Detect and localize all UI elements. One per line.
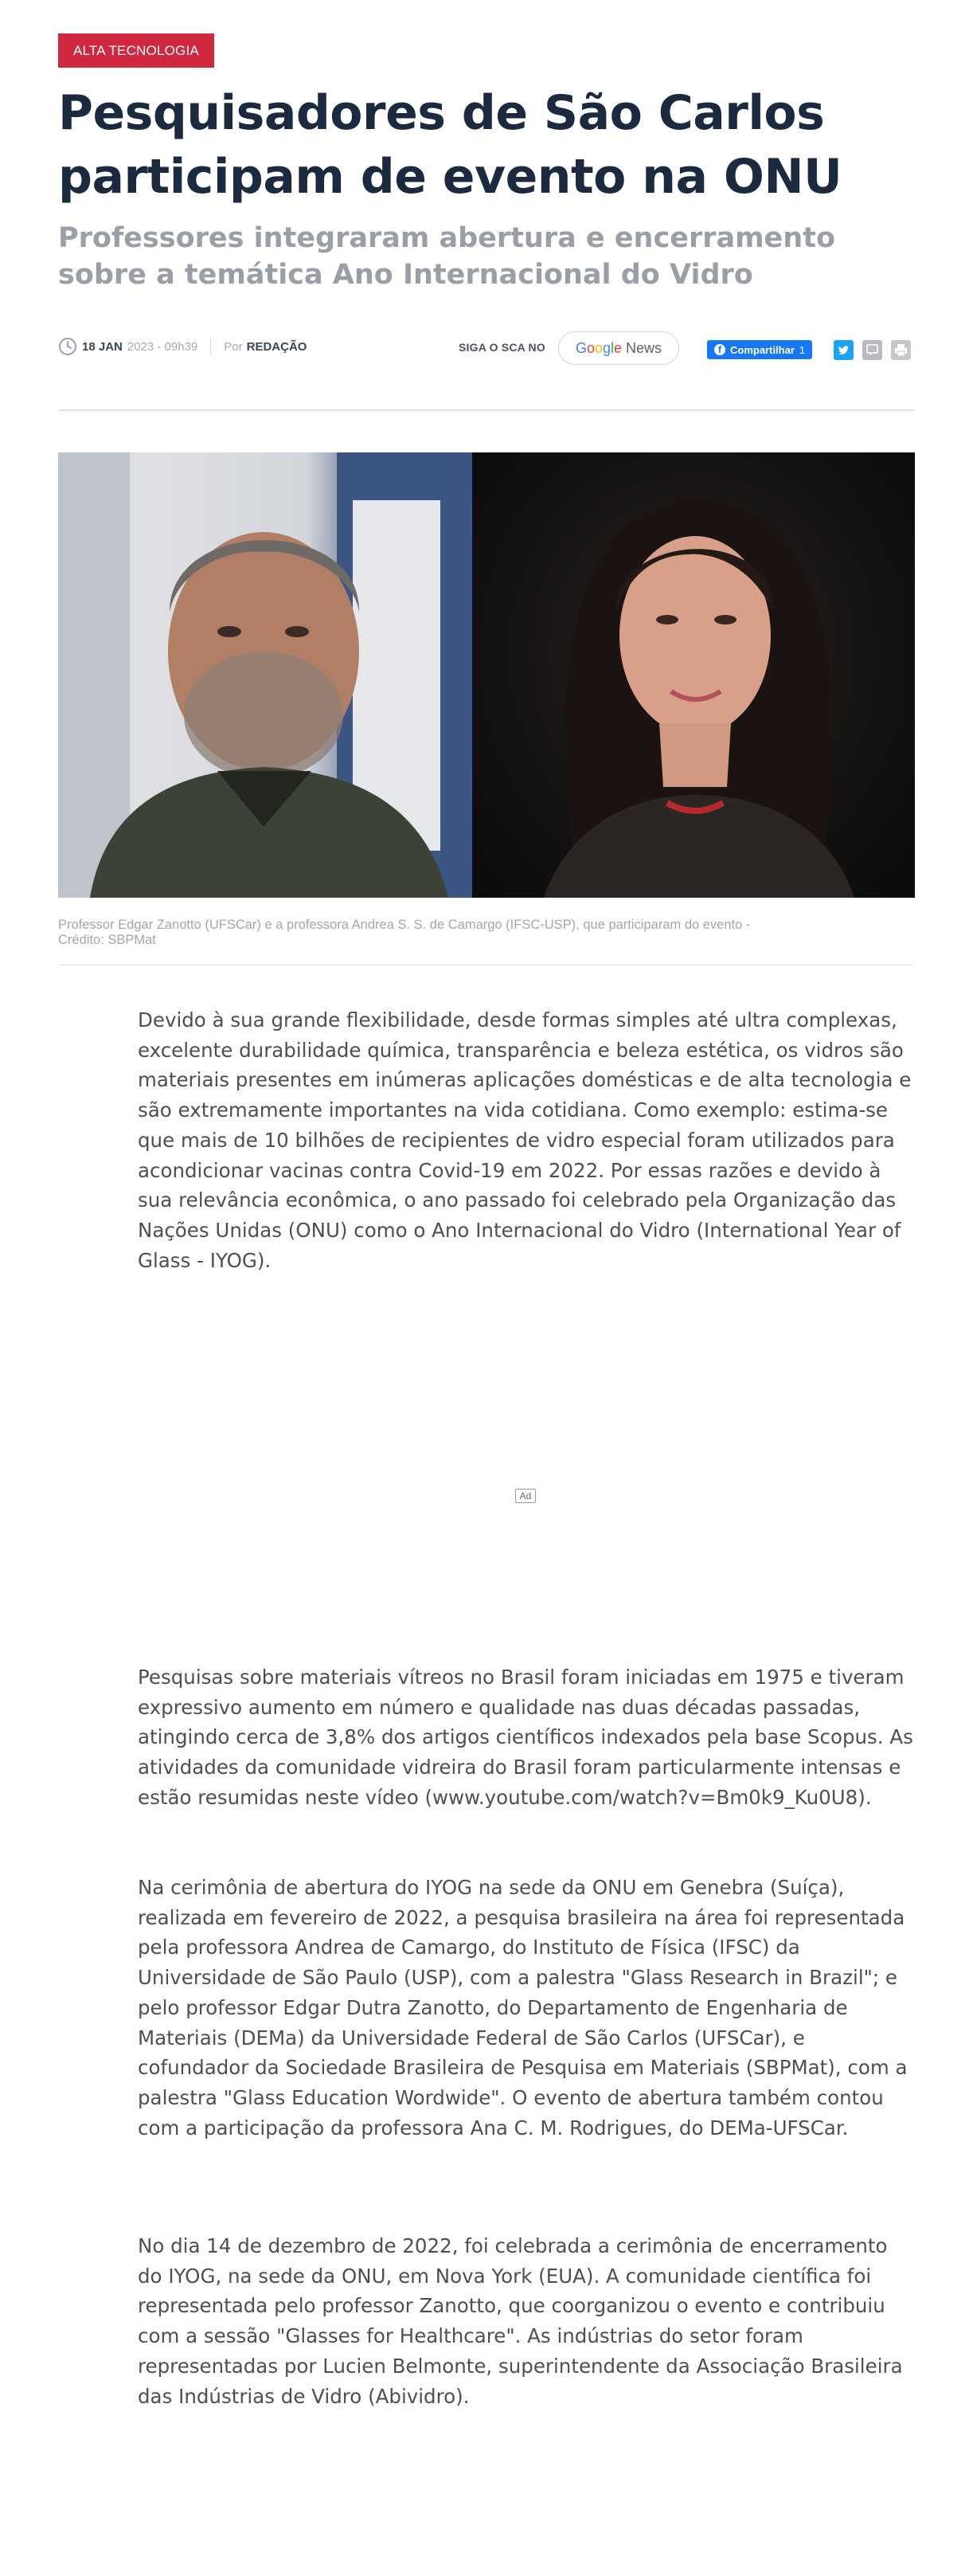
- byline-author[interactable]: REDAÇÃO: [246, 339, 307, 354]
- twitter-icon: [834, 340, 854, 360]
- article-subtitle: Professores integraram abertura e encerramento sobre a temática Ano Internacional do Vidro: [58, 222, 835, 291]
- article-meta-info: [58, 337, 307, 356]
- meta-divider: [58, 409, 914, 411]
- image-caption: [58, 918, 914, 948]
- google-news-logo: Google: [575, 340, 623, 356]
- article-hero-image: [58, 452, 915, 898]
- facebook-icon: f: [714, 344, 725, 355]
- clock-icon: [58, 337, 77, 356]
- byline-prefix: Por: [224, 339, 243, 354]
- article-headline: Pesquisadores de São Carlos participam de evento na ONU: [58, 85, 842, 205]
- caption-text: Professor Edgar Zanotto (UFSCar) e a professora Andrea S. S. de Camargo (IFSC-USP), que participaram do evento -: [58, 918, 751, 932]
- meta-separator: [210, 338, 211, 355]
- google-news-suffix: News: [626, 340, 662, 356]
- publish-date: 18 JAN: [82, 339, 123, 354]
- article-meta-bar: [58, 322, 914, 370]
- photo-andrea-de-camargo: [472, 452, 915, 898]
- print-button[interactable]: [891, 340, 911, 360]
- ad-label[interactable]: Ad: [515, 1489, 536, 1503]
- category-badge[interactable]: ALTA TECNOLOGIA: [58, 33, 214, 68]
- article-paragraph: No dia 14 de dezembro de 2022, foi celebrada a cerimônia de encerramento do IYOG, na sede da ONU, em Nova York (EUA). A comunidade científica foi representada pelo professor Zanotto, que coorganizou o evento e contribuiu com a sessão "Glasses for Healthcare". As indústrias do setor foram representadas por Lucien Belmonte, superintendente da Associação Brasileira das Indústrias de Vidro (Abividro).: [138, 2234, 903, 2408]
- caption-credit: Crédito: SBPMat: [58, 933, 156, 947]
- twitter-share-button[interactable]: [834, 340, 854, 360]
- google-news-button[interactable]: [558, 331, 679, 365]
- share-count: 1: [799, 343, 806, 356]
- photo-edgar-zanotto: [58, 452, 472, 898]
- share-label: Compartilhar: [730, 343, 795, 356]
- article-paragraph: Pesquisas sobre materiais vítreos no Brasil foram iniciadas em 1975 e tiveram expressivo aumento em número e qualidade nas duas décadas passadas, atingindo cerca de 3,8% dos artigos científicos indexados pela base Scopus. As atividades da comunidade vidreira do Brasil foram particularmente intensas e estão resumidas neste vídeo (www.youtube.com/watch?v=Bm0k9_Ku0U8).: [138, 1666, 913, 1809]
- follow-label: SIGA O SCA NO: [459, 341, 545, 354]
- article-paragraph: Devido à sua grande flexibilidade, desde formas simples até ultra complexas, excelente durabilidade química, transparência e beleza estética, os vidros são materiais presentes em inúmeras aplicações domésticas e de alta tecnologia e são extremamente importantes na vida cotidiana. Como exemplo: estima-se que mais de 10 bilhões de recipientes de vidro especial foram utilizados para acondicionar vacinas contra Covid-19 em 2022. Por essas razões e devido à sua relevância econômica, o ano passado foi celebrado pela Organização das Nações Unidas (ONU) como o Ano Internacional do Vidro (International Year of Glass - IYOG).: [138, 1008, 912, 1272]
- article-paragraph: Na cerimônia de abertura do IYOG na sede da ONU em Genebra (Suíça), realizada em fevereiro de 2022, a pesquisa brasileira na área foi representada pela professora Andrea de Camargo, do Instituto de Física (IFSC) da Universidade de São Paulo (USP), com a palestra "Glass Research in Brazil"; e pelo professor Edgar Dutra Zanotto, do Departamento de Engenharia de Materiais (DEMa) da Universidade Federal de São Carlos (UFSCar), e cofundador da Sociedade Brasileira de Pesquisa em Materiais (SBPMat), com a palestra "Glass Education Wordwide". O evento de abertura também contou com a participação da professora Ana C. M. Rodrigues, do DEMa-UFSCar.: [138, 1876, 908, 2139]
- comment-button[interactable]: [862, 340, 882, 360]
- comment-icon: [862, 340, 882, 360]
- woman-portrait-illustration: [472, 452, 915, 898]
- print-icon: [891, 340, 911, 360]
- publish-time: 2023 - 09h39: [127, 339, 198, 354]
- facebook-share-button[interactable]: [707, 340, 812, 359]
- man-portrait-illustration: [58, 452, 472, 898]
